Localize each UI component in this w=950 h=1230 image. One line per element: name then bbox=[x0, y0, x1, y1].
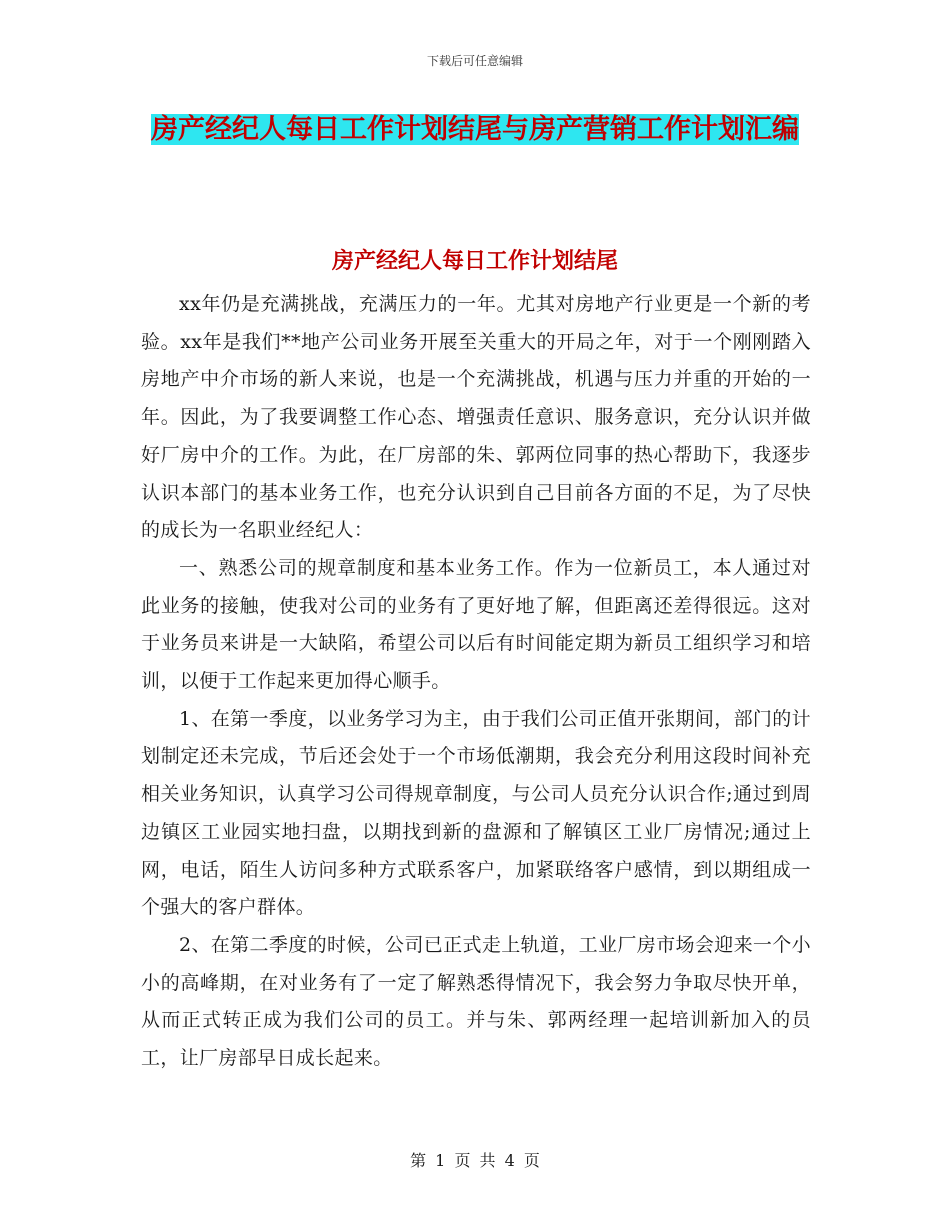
paragraph: 1、在第一季度，以业务学习为主，由于我们公司正值开张期间，部门的计划制定还未完成，节后还会处于一个市场低潮期，我会充分利用这段时间补充相关业务知识，认真学习公司得规章制度，与公司人员充分认识合作;通过到周边镇区工业园实地扫盘，以期找到新的盘源和了解镇区工业厂房情况;通过上网，电话，陌生人访问多种方式联系客户，加紧联络客户感情，到以期组成一个强大的客户群体。 bbox=[141, 707, 811, 919]
section-title: 房产经纪人每日工作计划结尾 bbox=[331, 248, 618, 274]
document-title-text: 房产经纪人每日工作计划结尾与房产营销工作计划汇编 bbox=[151, 114, 799, 145]
body-text bbox=[141, 286, 811, 1078]
paragraph: xx年仍是充满挑战，充满压力的一年。尤其对房地产行业更是一个新的考验。xx年是我们**地产公司业务开展至关重大的开局之年，对于一个刚刚踏入房地产中介市场的新人来说，也是一个充满挑战，机遇与压力并重的开始的一年。因此，为了我要调整工作心态、增强责任意识、服务意识，充分认识并做好厂房中介的工作。为此，在厂房部的朱、郭两位同事的热心帮助下，我逐步认识本部门的基本业务工作，也充分认识到自己目前各方面的不足，为了尽快的成长为一名职业经纪人： bbox=[141, 293, 811, 542]
paragraph: 一、熟悉公司的规章制度和基本业务工作。作为一位新员工，本人通过对此业务的接触，使我对公司的业务有了更好地了解，但距离还差得很远。这对于业务员来讲是一大缺陷，希望公司以后有时间能定期为新员工组织学习和培训，以便于工作起来更加得心顺手。 bbox=[141, 556, 811, 693]
paragraph: 2、在第二季度的时候，公司已正式走上轨道，工业厂房市场会迎来一个小小的高峰期，在对业务有了一定了解熟悉得情况下，我会努力争取尽快开单，从而正式转正成为我们公司的员工。并与朱、郭两经理一起培训新加入的员工，让厂房部早日成长起来。 bbox=[141, 933, 811, 1070]
page-header-note: 下载后可任意编辑 bbox=[426, 54, 523, 68]
document-title bbox=[140, 108, 810, 152]
page-footer: 第 1 页 共 4 页 bbox=[410, 1151, 540, 1170]
